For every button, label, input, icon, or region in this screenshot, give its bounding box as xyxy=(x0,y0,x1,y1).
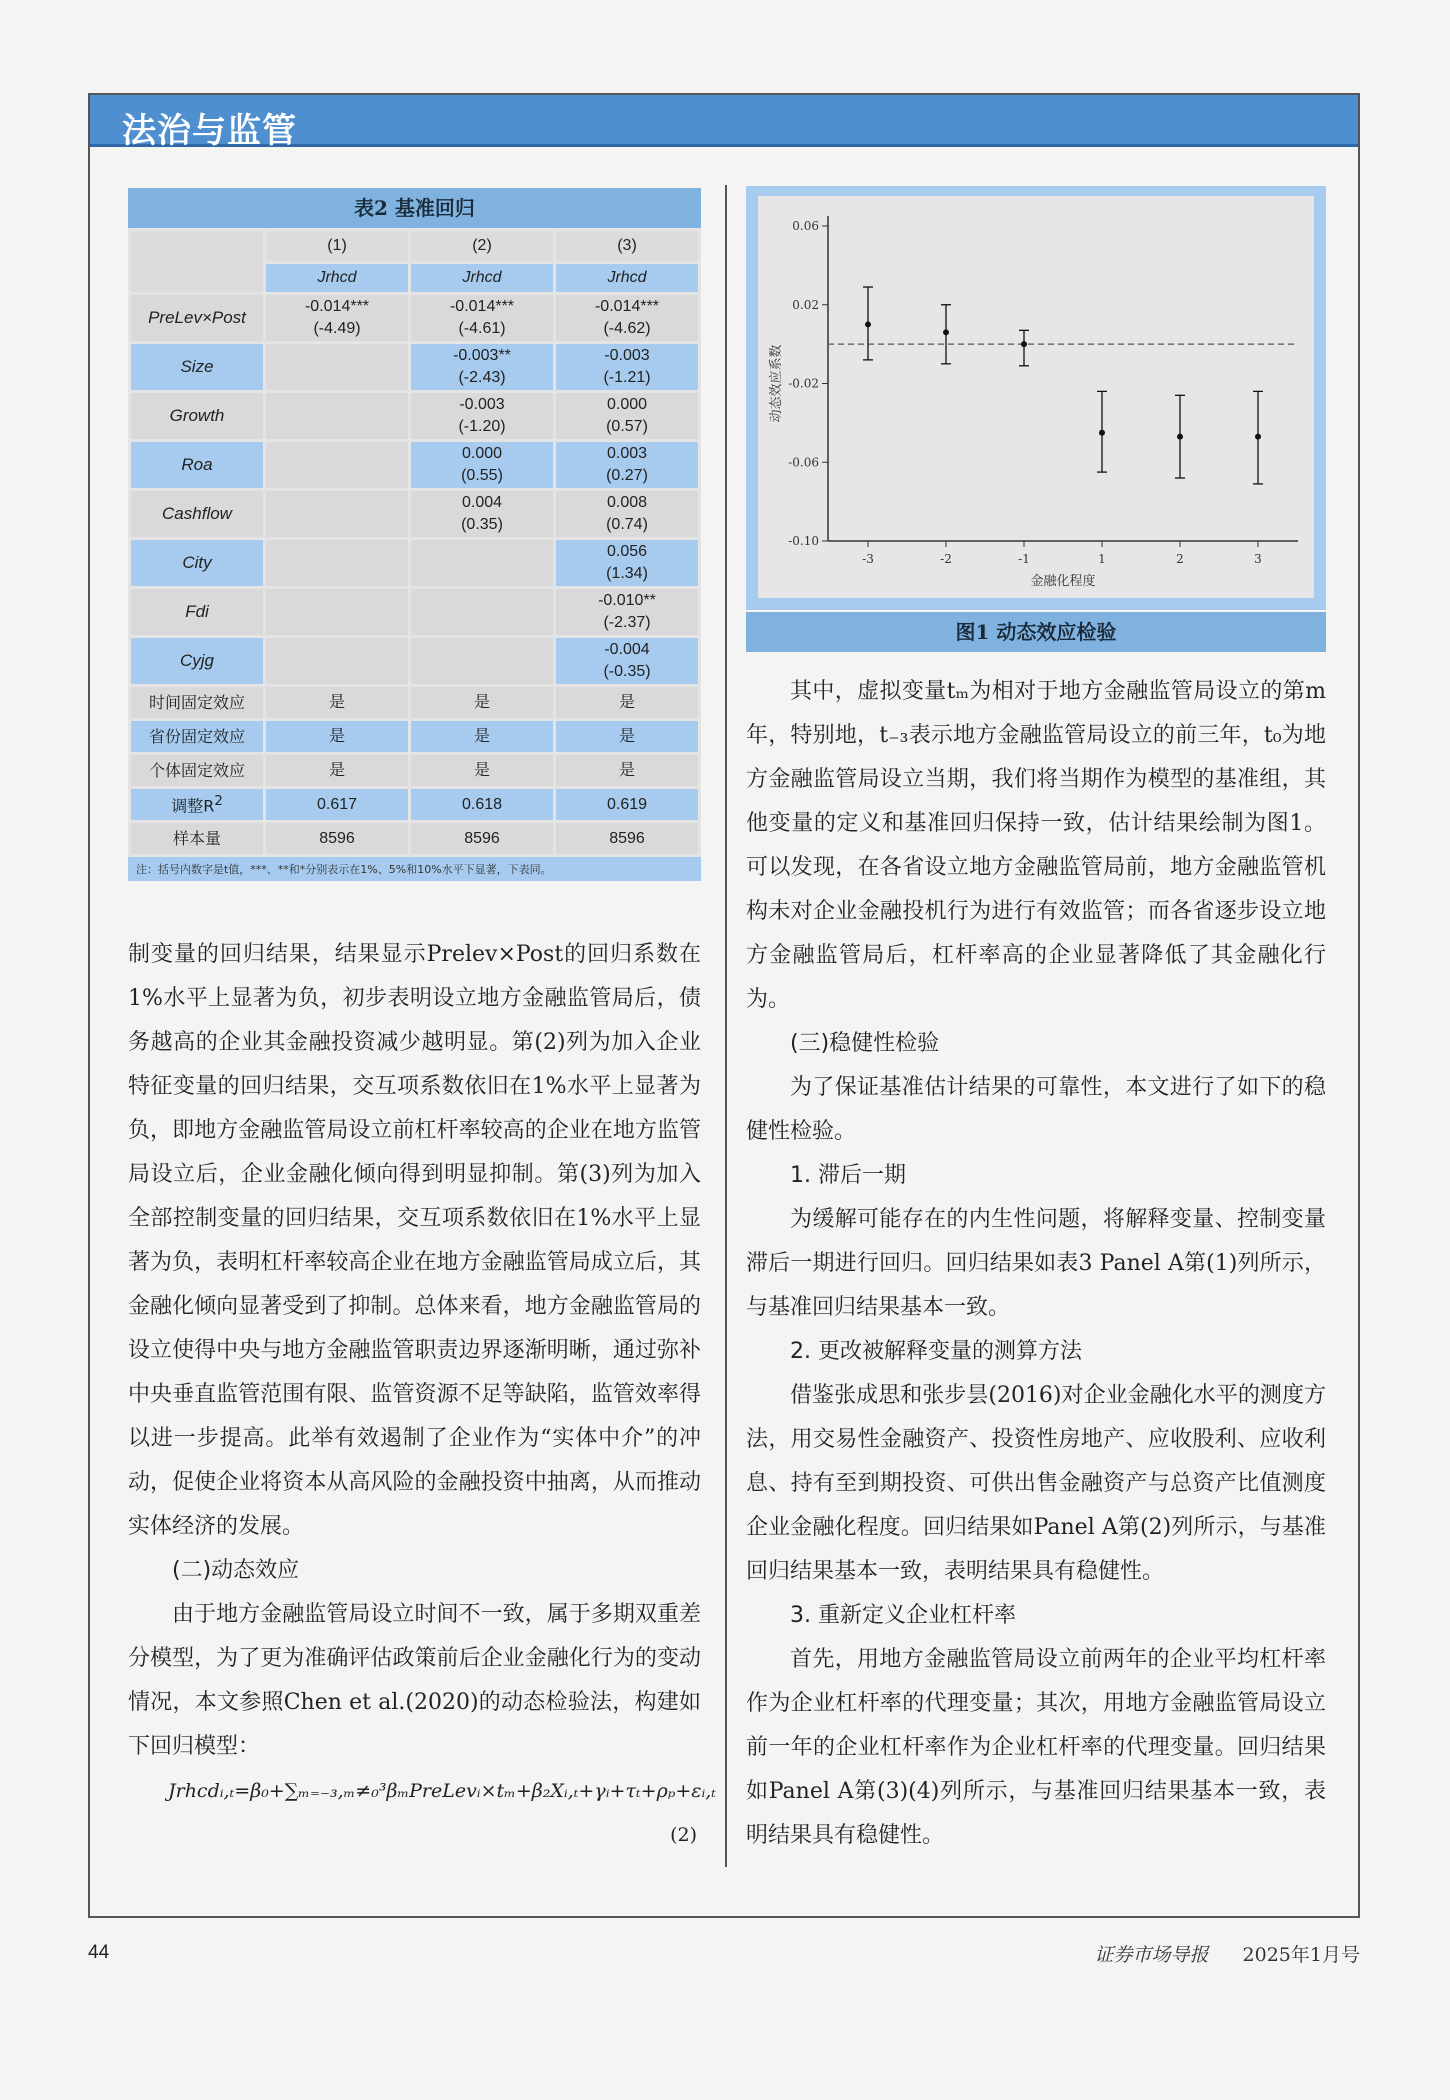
coefficient: -0.003 xyxy=(459,396,505,413)
table-cell xyxy=(411,589,553,635)
table-cell xyxy=(411,491,553,537)
x-axis-label: 金融化程度 xyxy=(1030,574,1096,589)
y-tick-label: -0.10 xyxy=(788,534,819,548)
table-cell: 8596 xyxy=(266,823,408,854)
paragraph: 首先，用地方金融监管局设立前两年的企业平均杠杆率作为企业杠杆率的代理变量；其次，用地方金融监管局设立前一年的企业杠杆率作为企业杠杆率的代理变量。回归结果如Panel A第(3)(4)列所示，与基准回归结果基本一致，表明结果具有稳健性。 xyxy=(746,1647,1326,1848)
page-number: 44 xyxy=(88,1942,110,1963)
col-number: (3) xyxy=(556,231,698,261)
table-cell xyxy=(411,295,553,341)
data-point xyxy=(865,321,871,327)
coefficient: -0.014*** xyxy=(594,298,660,315)
t-value: (-4.62) xyxy=(603,320,651,337)
row-label: City xyxy=(131,540,263,586)
table-cell: 是 xyxy=(411,687,553,718)
t-value: (-2.37) xyxy=(603,614,651,631)
data-point xyxy=(943,329,949,335)
table-body xyxy=(128,228,701,857)
section-heading: (二)动态效应 xyxy=(172,1558,300,1583)
coefficient: 0.008 xyxy=(606,494,648,511)
y-tick-label: 0.06 xyxy=(792,219,819,233)
table-cell xyxy=(411,393,553,439)
t-value: (-0.35) xyxy=(603,663,651,680)
table-cell xyxy=(266,589,408,635)
t-value: (-4.61) xyxy=(458,320,506,337)
table-cell: 0.617 xyxy=(266,789,408,820)
x-tick-label: -3 xyxy=(862,552,874,566)
row-label: 个体固定效应 xyxy=(131,755,263,786)
table-caption: 表2 基准回归 xyxy=(128,188,701,228)
section-title: 法治与监管 xyxy=(122,111,297,151)
section-heading: (三)稳健性检验 xyxy=(790,1031,940,1056)
coefficient: 0.056 xyxy=(606,543,648,560)
table-cell: 0.618 xyxy=(411,789,553,820)
table-cell xyxy=(411,638,553,684)
table-cell xyxy=(266,540,408,586)
t-value: (0.27) xyxy=(606,467,648,484)
data-point xyxy=(1177,434,1183,440)
t-value: (-1.20) xyxy=(458,418,506,435)
col-number: (1) xyxy=(266,231,408,261)
figure-panel xyxy=(746,186,1326,610)
table-cell: 0.619 xyxy=(556,789,698,820)
table-cell xyxy=(266,344,408,390)
table-cell xyxy=(556,393,698,439)
formula-text: Jrhcdᵢ,ₜ=β₀+∑ₘ₌₋₃,ₘ≠₀³βₘPreLevᵢ×tₘ+β₂Xᵢ,ₜ+γᵢ+τₜ+ρₚ+εᵢ,ₜ xyxy=(168,1780,716,1802)
row-label: Cyjg xyxy=(131,638,263,684)
row-label: Cashflow xyxy=(131,491,263,537)
coefficient: -0.003** xyxy=(453,347,511,364)
table-cell xyxy=(556,638,698,684)
magazine-name: 证券市场导报 xyxy=(1094,1944,1209,1966)
subsection-heading: 2. 更改被解释变量的测算方法 xyxy=(790,1339,1082,1364)
row-label: PreLev×Post xyxy=(131,295,263,341)
subsection-heading: 3. 重新定义企业杠杆率 xyxy=(790,1603,1016,1628)
table-cell xyxy=(266,295,408,341)
table-cell: 是 xyxy=(266,721,408,752)
table-corner xyxy=(131,231,263,292)
table-cell xyxy=(556,491,698,537)
y-tick-label: -0.02 xyxy=(788,376,819,391)
issue-date: 2025年1月号 xyxy=(1242,1944,1360,1966)
data-point xyxy=(1099,430,1105,436)
table-cell xyxy=(411,540,553,586)
coefficient: -0.014*** xyxy=(304,298,370,315)
left-column xyxy=(128,933,716,1857)
table-note: 注：括号内数字是t值，***、**和*分别表示在1%、5%和10%水平下显著，下表同。 xyxy=(128,857,701,881)
row-label: 省份固定效应 xyxy=(131,721,263,752)
table-cell xyxy=(411,344,553,390)
formula xyxy=(128,1769,716,1846)
coefficient: 0.000 xyxy=(461,445,503,462)
paragraph: 其中，虚拟变量tₘ为相对于地方金融监管局设立的第m年，特别地，t₋₃表示地方金融监管局设立的前三年，t₀为地方金融监管局设立当期，我们将当期作为模型的基准组，其他变量的定义和基准回归保持一致，估计结果绘制为图1。可以发现，在各省设立地方金融监管局前，地方金融监管机构未对企业金融投机行为进行有效监管；而各省逐步设立地方金融监管局后，杠杆率高的企业显著降低了其金融化行为。 xyxy=(746,679,1326,1012)
coefficient: -0.003 xyxy=(604,347,650,364)
table-cell: 是 xyxy=(411,721,553,752)
paragraph: 制变量的回归结果，结果显示Prelev×Post的回归系数在1%水平上显著为负，初步表明设立地方金融监管局后，债务越高的企业其金融投资减少越明显。第(2)列为加入企业特征变量的回归结果，交互项系数依旧在1%水平上显著为负，即地方金融监管局设立前杠杆率较高的企业在地方监管局设立后，企业金融化倾向得到明显抑制。第(3)列为加入全部控制变量的回归结果，交互项系数依旧在1%水平上显著为负，表明杠杆率较高企业在地方金融监管局成立后，其金融化倾向显著受到了抑制。总体来看，地方金融监管局的设立使得中央与地方金融监管职责边界逐渐明晰，通过弥补中央垂直监管范围有限、监管资源不足等缺陷，监管效率得以进一步提高。此举有效遏制了企业作为“实体中介”的冲动，促使企业将资本从高风险的金融投资中抽离，从而推动实体经济的发展。 xyxy=(128,942,701,1539)
table-cell xyxy=(266,491,408,537)
paragraph: 为缓解可能存在的内生性问题，将解释变量、控制变量滞后一期进行回归。回归结果如表3 Panel A第(1)列所示，与基准回归结果基本一致。 xyxy=(746,1207,1326,1320)
paragraph: 借鉴张成思和张步昙(2016)对企业金融化水平的测度方法，用交易性金融资产、投资性房地产、应收股利、应收利息、持有至到期投资、可供出售金融资产与总资产比值测度企业金融化程度。回归结果如Panel A第(2)列所示，与基准回归结果基本一致，表明结果具有稳健性。 xyxy=(746,1383,1326,1584)
x-tick-label: 1 xyxy=(1098,552,1106,566)
x-tick-label: 3 xyxy=(1254,552,1262,566)
table-cell xyxy=(556,295,698,341)
section-header xyxy=(90,95,1358,151)
paragraph: 为了保证基准估计结果的可靠性，本文进行了如下的稳健性检验。 xyxy=(746,1075,1326,1144)
data-point xyxy=(1255,434,1261,440)
t-value: (-1.21) xyxy=(603,369,651,386)
t-value: (-4.49) xyxy=(313,320,361,337)
x-tick-label: 2 xyxy=(1176,552,1184,566)
t-value: (1.34) xyxy=(606,565,648,582)
table-cell: 是 xyxy=(266,687,408,718)
formula-number: (2) xyxy=(670,1824,697,1846)
subsection-heading: 1. 滞后一期 xyxy=(790,1163,906,1188)
col-number: (2) xyxy=(411,231,553,261)
table-cell xyxy=(266,442,408,488)
table-cell xyxy=(266,638,408,684)
figure-caption: 图1 动态效应检验 xyxy=(746,612,1326,652)
column-divider xyxy=(725,185,727,1867)
paragraph: 由于地方金融监管局设立时间不一致，属于多期双重差分模型，为了更为准确评估政策前后企业金融化行为的变动情况，本文参照Chen et al.(2020)的动态检验法，构建如下回归模型： xyxy=(128,1602,701,1759)
t-value: (0.74) xyxy=(606,516,648,533)
coefficient: 0.003 xyxy=(606,445,648,462)
row-label: Size xyxy=(131,344,263,390)
table-cell xyxy=(411,442,553,488)
row-label: 时间固定效应 xyxy=(131,687,263,718)
dep-var: Jrhcd xyxy=(556,264,698,292)
table-cell xyxy=(556,442,698,488)
table-cell: 是 xyxy=(556,721,698,752)
coefficient: -0.004 xyxy=(604,641,650,658)
footer-info xyxy=(1094,1940,1360,1967)
t-value: (0.35) xyxy=(461,516,503,533)
dep-var: Jrhcd xyxy=(411,264,553,292)
y-axis-label: 动态效应系数 xyxy=(769,344,784,423)
y-tick-label: 0.02 xyxy=(792,297,819,312)
row-label: 样本量 xyxy=(131,823,263,854)
dynamic-effect-chart xyxy=(758,196,1314,598)
figure-plot-area xyxy=(758,196,1314,598)
table-cell: 8596 xyxy=(556,823,698,854)
row-label: 调整$R^2$ xyxy=(131,789,263,820)
table-cell: 是 xyxy=(411,755,553,786)
t-value: (0.55) xyxy=(461,467,503,484)
table-cell: 是 xyxy=(556,755,698,786)
row-label: Roa xyxy=(131,442,263,488)
t-value: (-2.43) xyxy=(458,369,506,386)
x-tick-label: -2 xyxy=(940,552,952,566)
coefficient: 0.004 xyxy=(461,494,503,511)
dep-var: Jrhcd xyxy=(266,264,408,292)
regression-table xyxy=(128,188,701,881)
table-cell xyxy=(556,540,698,586)
row-label: Fdi xyxy=(131,589,263,635)
coefficient: -0.014*** xyxy=(449,298,515,315)
right-column xyxy=(746,670,1326,1858)
table-cell xyxy=(266,393,408,439)
table-cell: 是 xyxy=(266,755,408,786)
row-label: Growth xyxy=(131,393,263,439)
data-point xyxy=(1021,341,1027,347)
coefficient: -0.010** xyxy=(598,592,656,609)
y-tick-label: -0.06 xyxy=(788,455,819,470)
t-value: (0.57) xyxy=(606,418,648,435)
coefficient: 0.000 xyxy=(606,396,648,413)
table-cell: 8596 xyxy=(411,823,553,854)
x-tick-label: -1 xyxy=(1018,552,1030,566)
table-cell xyxy=(556,589,698,635)
table-cell: 是 xyxy=(556,687,698,718)
table-cell xyxy=(556,344,698,390)
